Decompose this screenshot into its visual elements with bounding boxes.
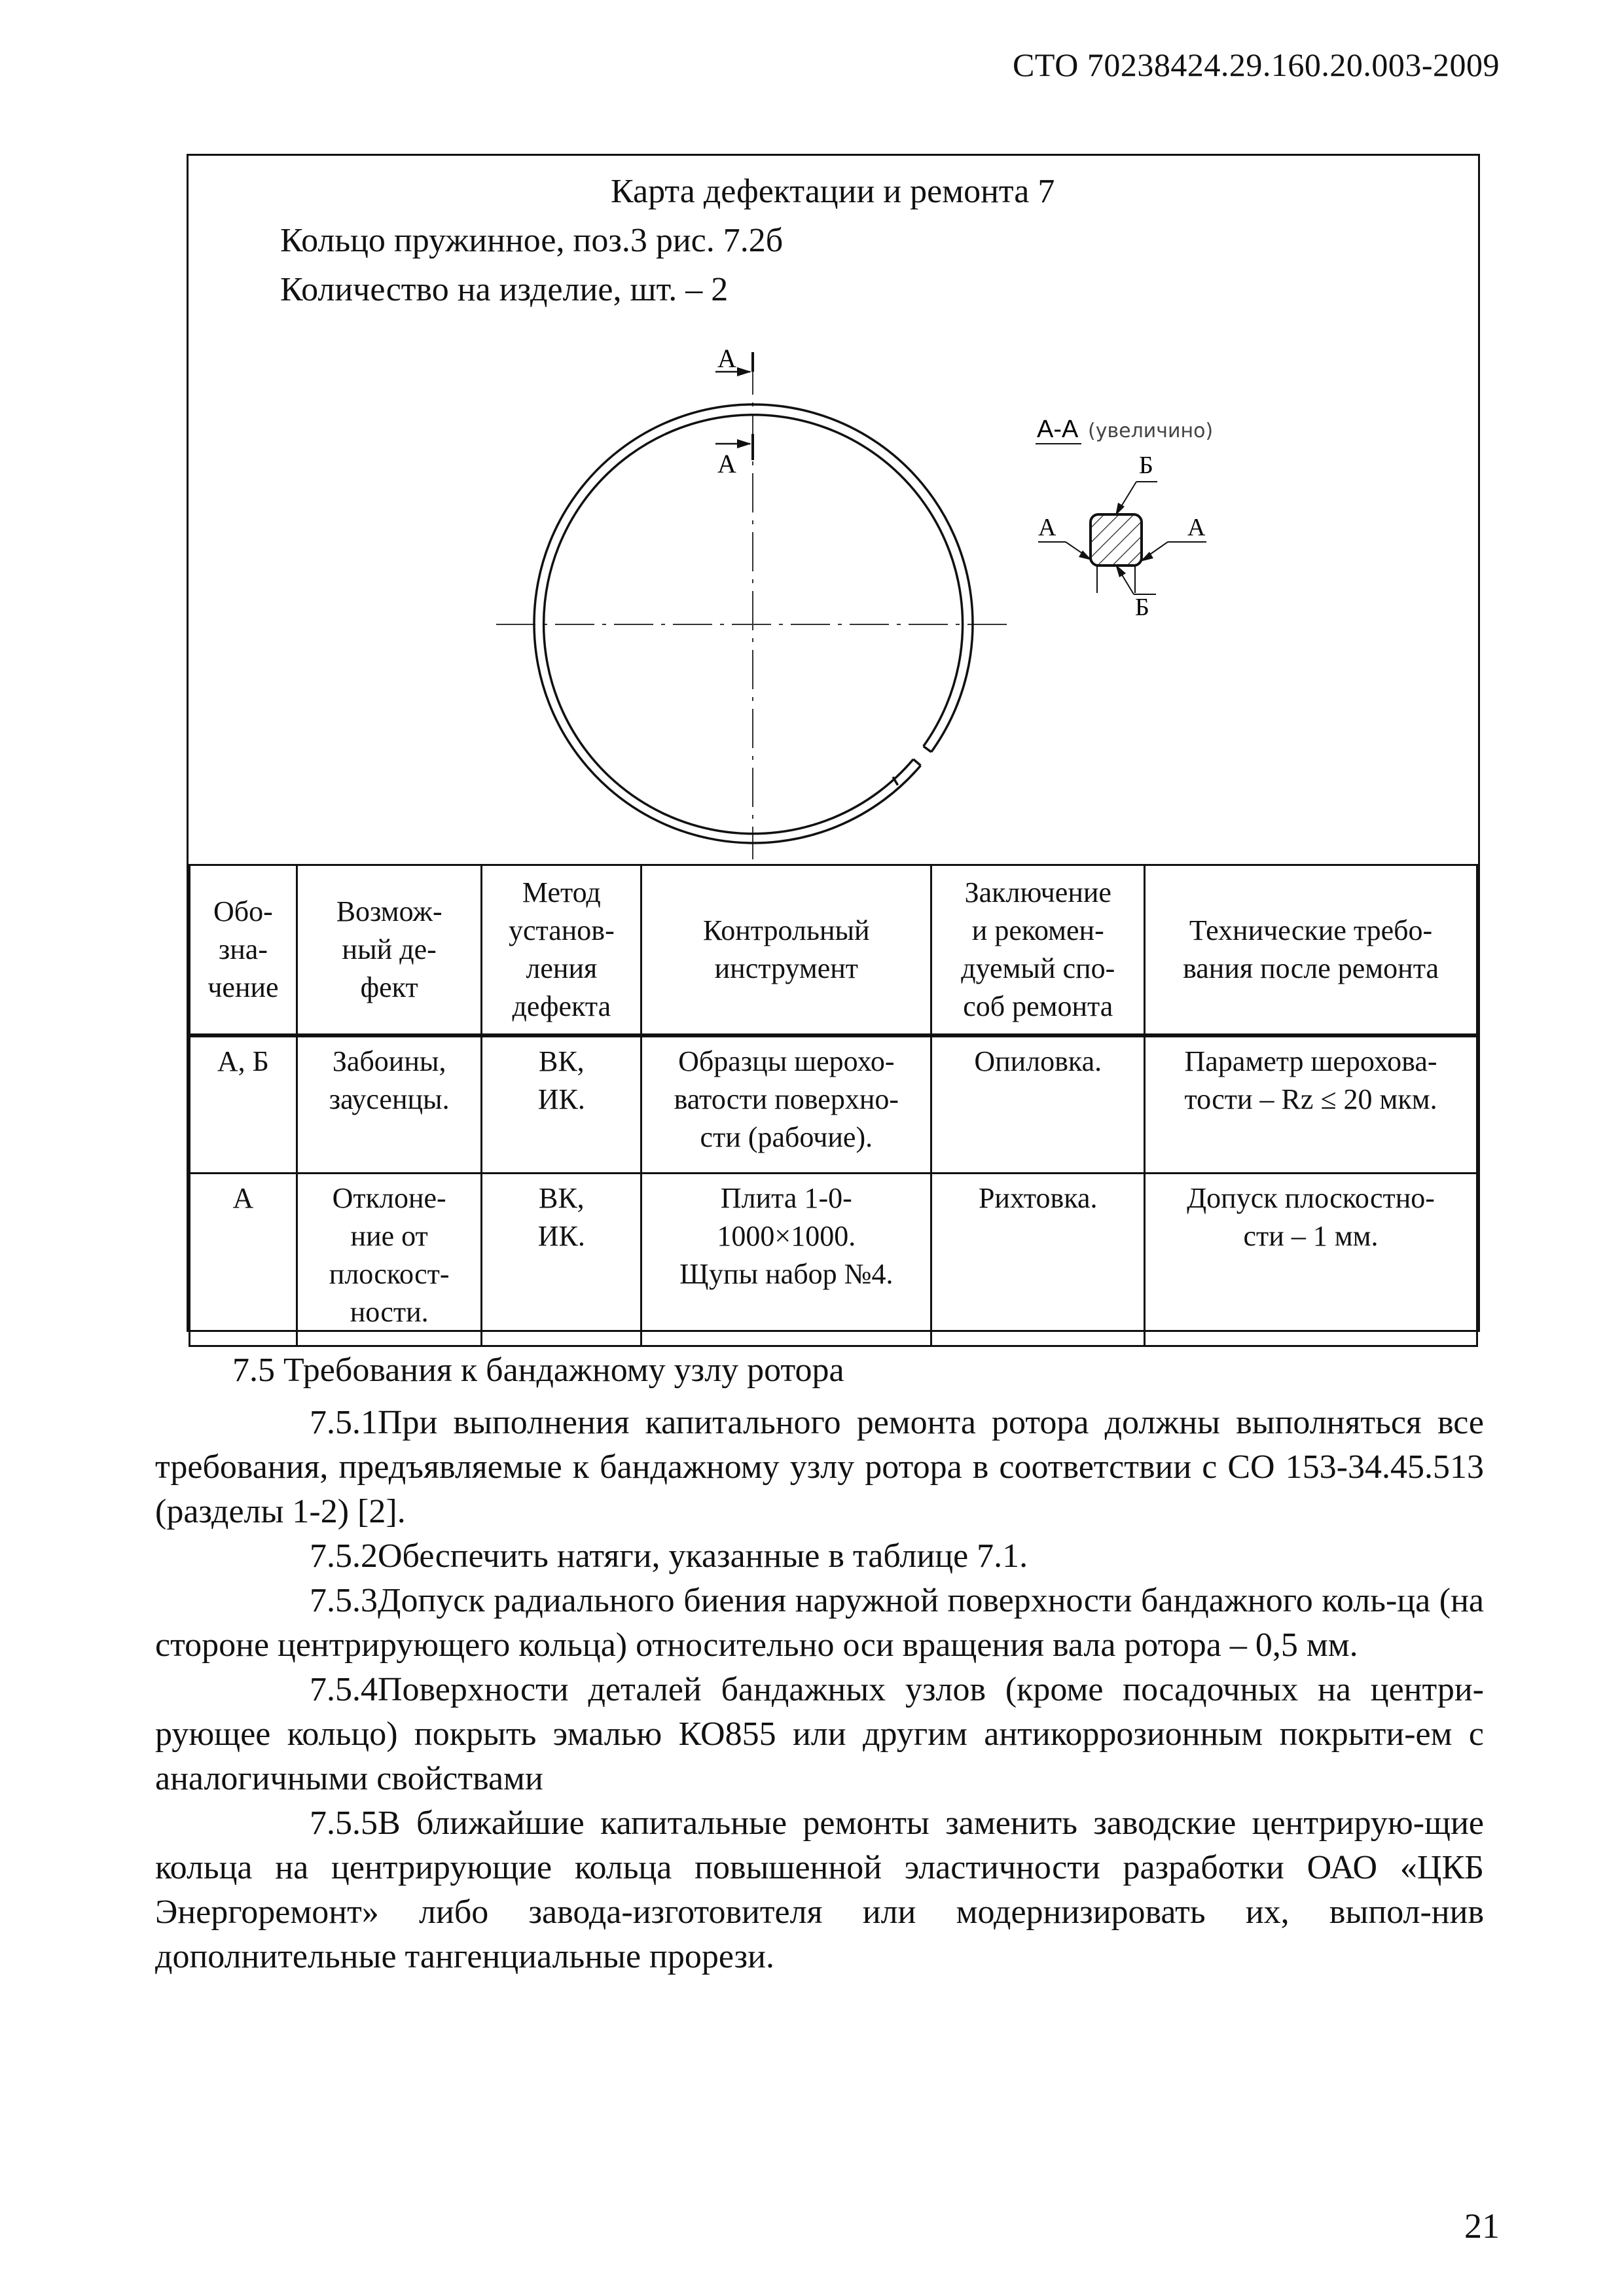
paragraph bbox=[155, 1401, 1484, 1534]
page-number: 21 bbox=[1464, 2206, 1500, 2246]
ring-end-cap-2 bbox=[913, 759, 920, 766]
paragraph-text: При выполнения капитального ремонта ротора должны выполняться все требования, предъявляемые к бандажному узлу ротора в соответствии с СО 153-34.45.513 (разделы 1-2) [2]. bbox=[155, 1404, 1484, 1530]
cell-control-tool: Образцы шерохо- ватости поверхно- сти (рабочие). bbox=[641, 1035, 931, 1174]
paragraph-text: Поверхности деталей бандажных узлов (кроме посадочных на центри-рующее кольцо) покрыть эмалью КО855 или другим антикоррозионным покрыти-ем с аналогичными свойствами bbox=[155, 1671, 1484, 1797]
section-body bbox=[155, 1348, 1484, 1979]
section-mark-label-top: А bbox=[717, 344, 736, 373]
arrow-head-top bbox=[737, 367, 751, 376]
card-quantity: Количество на изделие, шт. – 2 bbox=[280, 271, 729, 308]
defect-repair-card bbox=[187, 154, 1480, 1332]
header-possible-defect: Возмож- ный де- фект bbox=[297, 865, 482, 1036]
cell-possible-defect: Забоины, заусенцы. bbox=[297, 1035, 482, 1174]
ring-drawing bbox=[189, 156, 1478, 864]
header-control-tool: Контрольный инструмент bbox=[641, 865, 931, 1036]
paragraph-text: Обеспечить натяги, указанные в таблице 7.1. bbox=[378, 1537, 1028, 1575]
arrow-head-bottom bbox=[737, 439, 751, 448]
table-row bbox=[190, 1035, 1477, 1174]
label-b-bottom: Б bbox=[1135, 594, 1149, 621]
ring-end-cap-1 bbox=[924, 746, 931, 752]
defect-table bbox=[189, 864, 1478, 1347]
header-detection-method: Метод установ- ления дефекта bbox=[482, 865, 641, 1036]
section-title: 7.5 Требования к бандажному узлу ротора bbox=[232, 1352, 844, 1389]
paragraph-number: 7.5.4 bbox=[310, 1671, 378, 1708]
cell-possible-defect: Отклоне- ние от плоскост- ности. bbox=[297, 1174, 482, 1346]
section-view-note: (увеличино) bbox=[1088, 420, 1214, 442]
card-title: Карта дефектации и ремонта 7 bbox=[611, 173, 1055, 210]
paragraph bbox=[155, 1579, 1484, 1668]
section-mark-label-bottom: А bbox=[717, 449, 736, 478]
cell-designation: А bbox=[190, 1174, 297, 1346]
cell-tech-requirements: Параметр шерохова- тости – Rz ≤ 20 мкм. bbox=[1145, 1035, 1477, 1174]
document-code: СТО 70238424.29.160.20.003-2009 bbox=[1013, 46, 1500, 83]
paragraph bbox=[155, 1801, 1484, 1979]
defect-table-header-row bbox=[190, 865, 1477, 1036]
paragraph bbox=[155, 1534, 1484, 1579]
cell-repair-method: Рихтовка. bbox=[931, 1174, 1145, 1346]
cell-detection-method: ВК, ИК. bbox=[482, 1035, 641, 1174]
cell-tech-requirements: Допуск плоскостно- сти – 1 мм. bbox=[1145, 1174, 1477, 1346]
label-b-top: Б bbox=[1139, 452, 1153, 479]
paragraph-number: 7.5.5 bbox=[310, 1804, 378, 1842]
cell-repair-method: Опиловка. bbox=[931, 1035, 1145, 1174]
cell-detection-method: ВК, ИК. bbox=[482, 1174, 641, 1346]
section-view-title: А-А bbox=[1037, 416, 1079, 443]
cell-control-tool: Плита 1-0- 1000×1000. Щупы набор №4. bbox=[641, 1174, 931, 1346]
header-repair-method: Заключение и рекомен- дуемый спо- соб ремонта bbox=[931, 865, 1145, 1036]
paragraph-text: В ближайшие капитальные ремонты заменить заводские центрирую-щие кольца на центрирующие кольца повышенной эластичности разработки ОАО «ЦКБ Энергоремонт» либо завода-изготовителя или модернизировать их, выпол-нив дополнительные тангенциальные прорези. bbox=[155, 1804, 1484, 1975]
ring-cross-section bbox=[1091, 514, 1142, 565]
paragraph-number: 7.5.1 bbox=[310, 1404, 378, 1441]
header-designation: Обо- зна- чение bbox=[190, 865, 297, 1036]
paragraph bbox=[155, 1668, 1484, 1801]
paragraph-text: Допуск радиального биения наружной поверхности бандажного коль-ца (на стороне центрирующего кольца) относительно оси вращения вала ротора – 0,5 мм. bbox=[155, 1582, 1484, 1664]
paragraph-number: 7.5.2 bbox=[310, 1537, 378, 1575]
card-part-name: Кольцо пружинное, поз.3 рис. 7.2б bbox=[280, 222, 784, 259]
table-row bbox=[190, 1174, 1477, 1346]
cell-designation: А, Б bbox=[190, 1035, 297, 1174]
label-a-left: А bbox=[1038, 514, 1056, 541]
header-tech-requirements: Технические требо- вания после ремонта bbox=[1145, 865, 1477, 1036]
paragraph-number: 7.5.3 bbox=[310, 1582, 378, 1619]
label-a-right: А bbox=[1187, 514, 1206, 541]
